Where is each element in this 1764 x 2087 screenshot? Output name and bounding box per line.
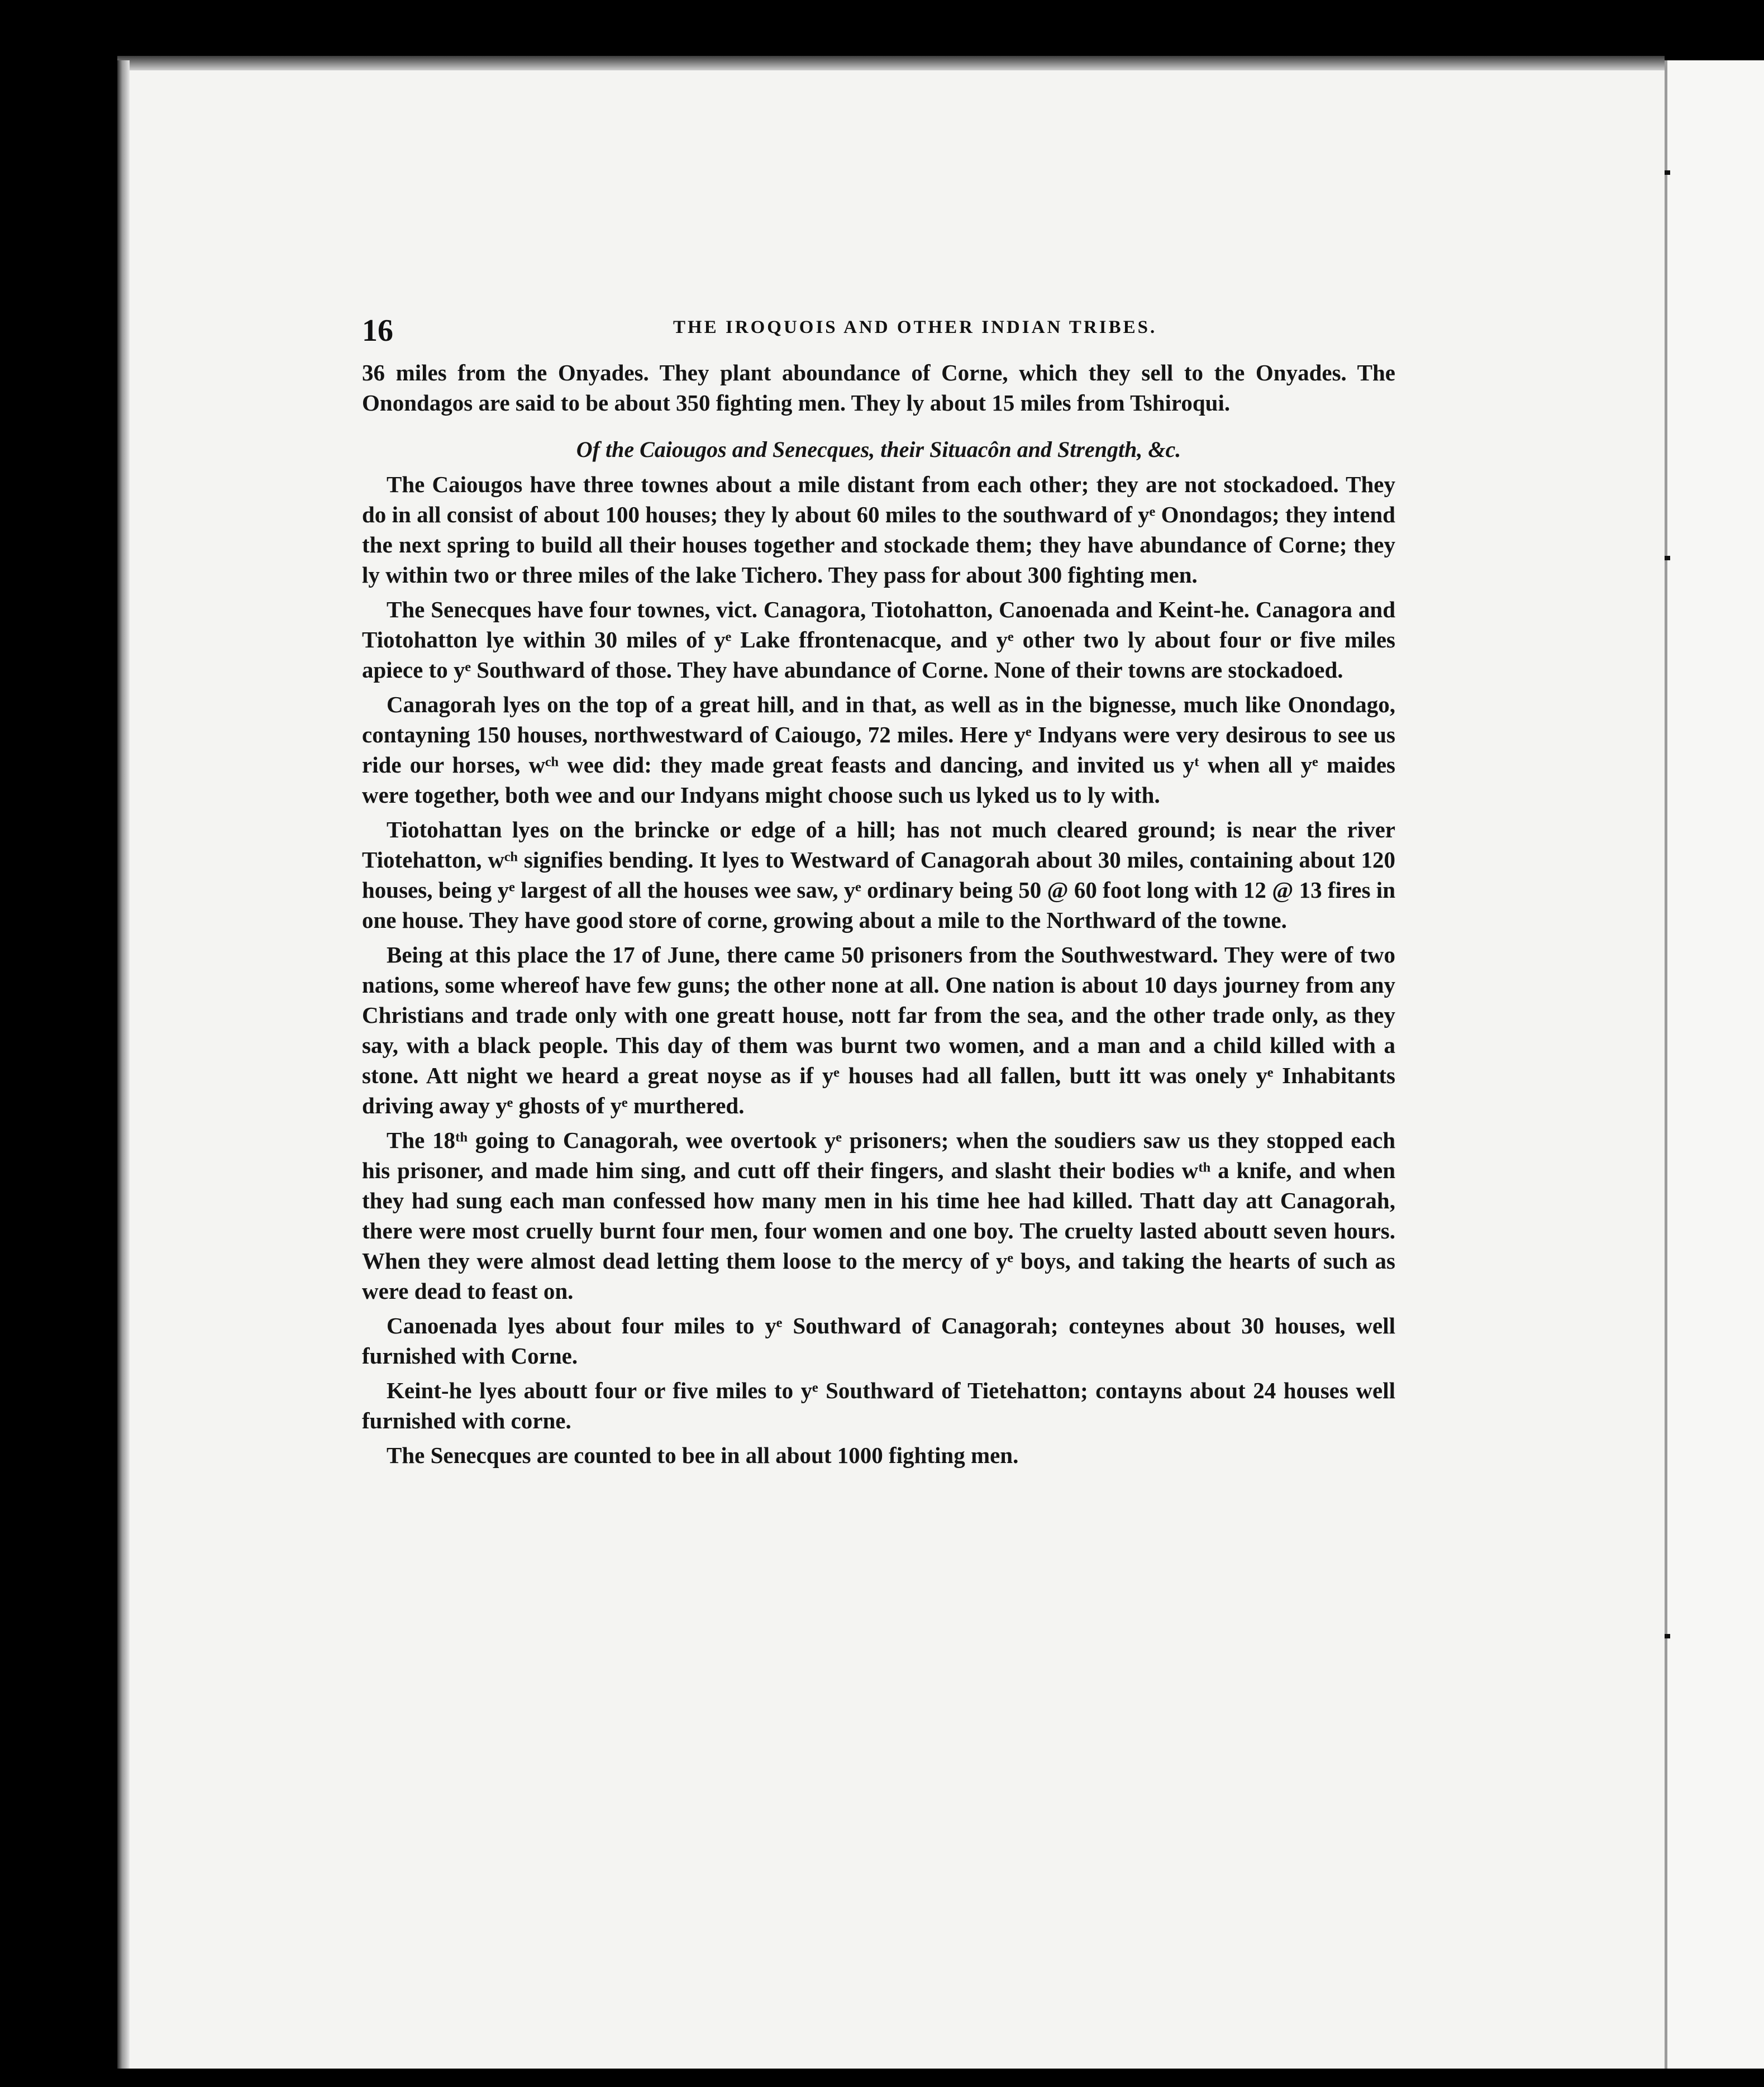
paragraph: 36 miles from the Onyades. They plant aboundance of Corne, which they sell to the Onyades. The Onondagos are said to be about 350 fighting men. They ly about 15 miles from Tshiroqui. (362, 360, 1395, 416)
facing-page (1665, 60, 1764, 2069)
section-heading: Of the Caiougos and Senecques, their Situacôn and Strength, &c. (576, 437, 1181, 462)
paragraph: Tiotohattan lyes on the brincke or edge of a hill; has not much cleared ground; is near the river Tiotehatton, wᶜʰ signifies bending. It lyes to Westward of Canagorah about 30 miles, containing about 120 houses, being yᵉ largest of all the houses wee saw, yᵉ ordinary being 50 @ 60 foot long with 12 @ 13 fires in one house. They have good store of corne, growing about a mile to the Northward of the towne. (362, 817, 1395, 933)
paragraph: Keint-he lyes aboutt four or five miles to yᵉ Southward of Tietehatton; contayns about 24 houses well furnished with corne. (362, 1378, 1395, 1433)
page-body (362, 358, 1395, 1475)
paragraph: The Caiougos have three townes about a mile distant from each other; they are not stockadoed. They do in all consist of about 100 houses; they ly about 60 miles to the southward of yᵉ Onondagos; they intend the next spring to build all their houses together and stockade them; they have abundance of Corne; they ly within two or three miles of the lake Tichero. They pass for about 300 fighting men. (362, 471, 1395, 588)
paragraph: Canagorah lyes on the top of a great hill, and in that, as well as in the bignesse, much like Onondago, contayning 150 houses, northwestward of Caiougo, 72 miles. Here yᵉ Indyans were very desirous to see us ride our horses, wᶜʰ wee did: they made great feasts and dancing, and invited us yᵗ when all yᵉ maides were together, both wee and our Indyans might choose such us lyked us to ly with. (362, 692, 1395, 808)
paragraph: Being at this place the 17 of June, there came 50 prisoners from the Southwestward. They were of two nations, some whereof have few guns; the other none at all. One nation is about 10 days journey from any Christians and trade only with one greatt house, nott far from the sea, and the other trade only, as they say, with a black people. This day of them was burnt two women, and a man and a child killed with a stone. Att night we heard a great noyse as if yᵉ houses had all fallen, butt itt was onely yᵉ Inhabitants driving away yᵉ ghosts of yᵉ murthered. (362, 942, 1395, 1118)
running-title: THE IROQUOIS AND OTHER INDIAN TRIBES. (673, 317, 1157, 337)
page-binding-edge (117, 60, 130, 2069)
paragraph: The 18ᵗʰ going to Canagorah, wee overtook yᵉ prisoners; when the soudiers saw us they stopped each his prisoner, and made him sing, and cutt off their fingers, and slasht their bodies wᵗʰ a knife, and when they had sung each man confessed how many men in his time hee had killed. Thatt day att Canagorah, there were most cruelly burnt four men, four women and one boy. The cruelty lasted aboutt seven hours. When they were almost dead letting them loose to the mercy of yᵉ boys, and taking the hearts of such as were dead to feast on. (362, 1127, 1395, 1304)
page-number: 16 (362, 313, 393, 348)
paragraph: The Senecques have four townes, vict. Canagora, Tiotohatton, Canoenada and Keint-he. Canagora and Tiotohatton lye within 30 miles of yᵉ Lake ffrontenacque, and yᵉ other two ly about four or five miles apiece to yᵉ Southward of those. They have abundance of Corne. None of their towns are stockadoed. (362, 597, 1395, 683)
paragraph: Canoenada lyes about four miles to yᵉ Southward of Canagorah; conteynes about 30 houses, well furnished with Corne. (362, 1313, 1395, 1369)
paragraph: The Senecques are counted to bee in all about 1000 fighting men. (387, 1442, 1019, 1468)
page-top-edge (117, 56, 1665, 70)
